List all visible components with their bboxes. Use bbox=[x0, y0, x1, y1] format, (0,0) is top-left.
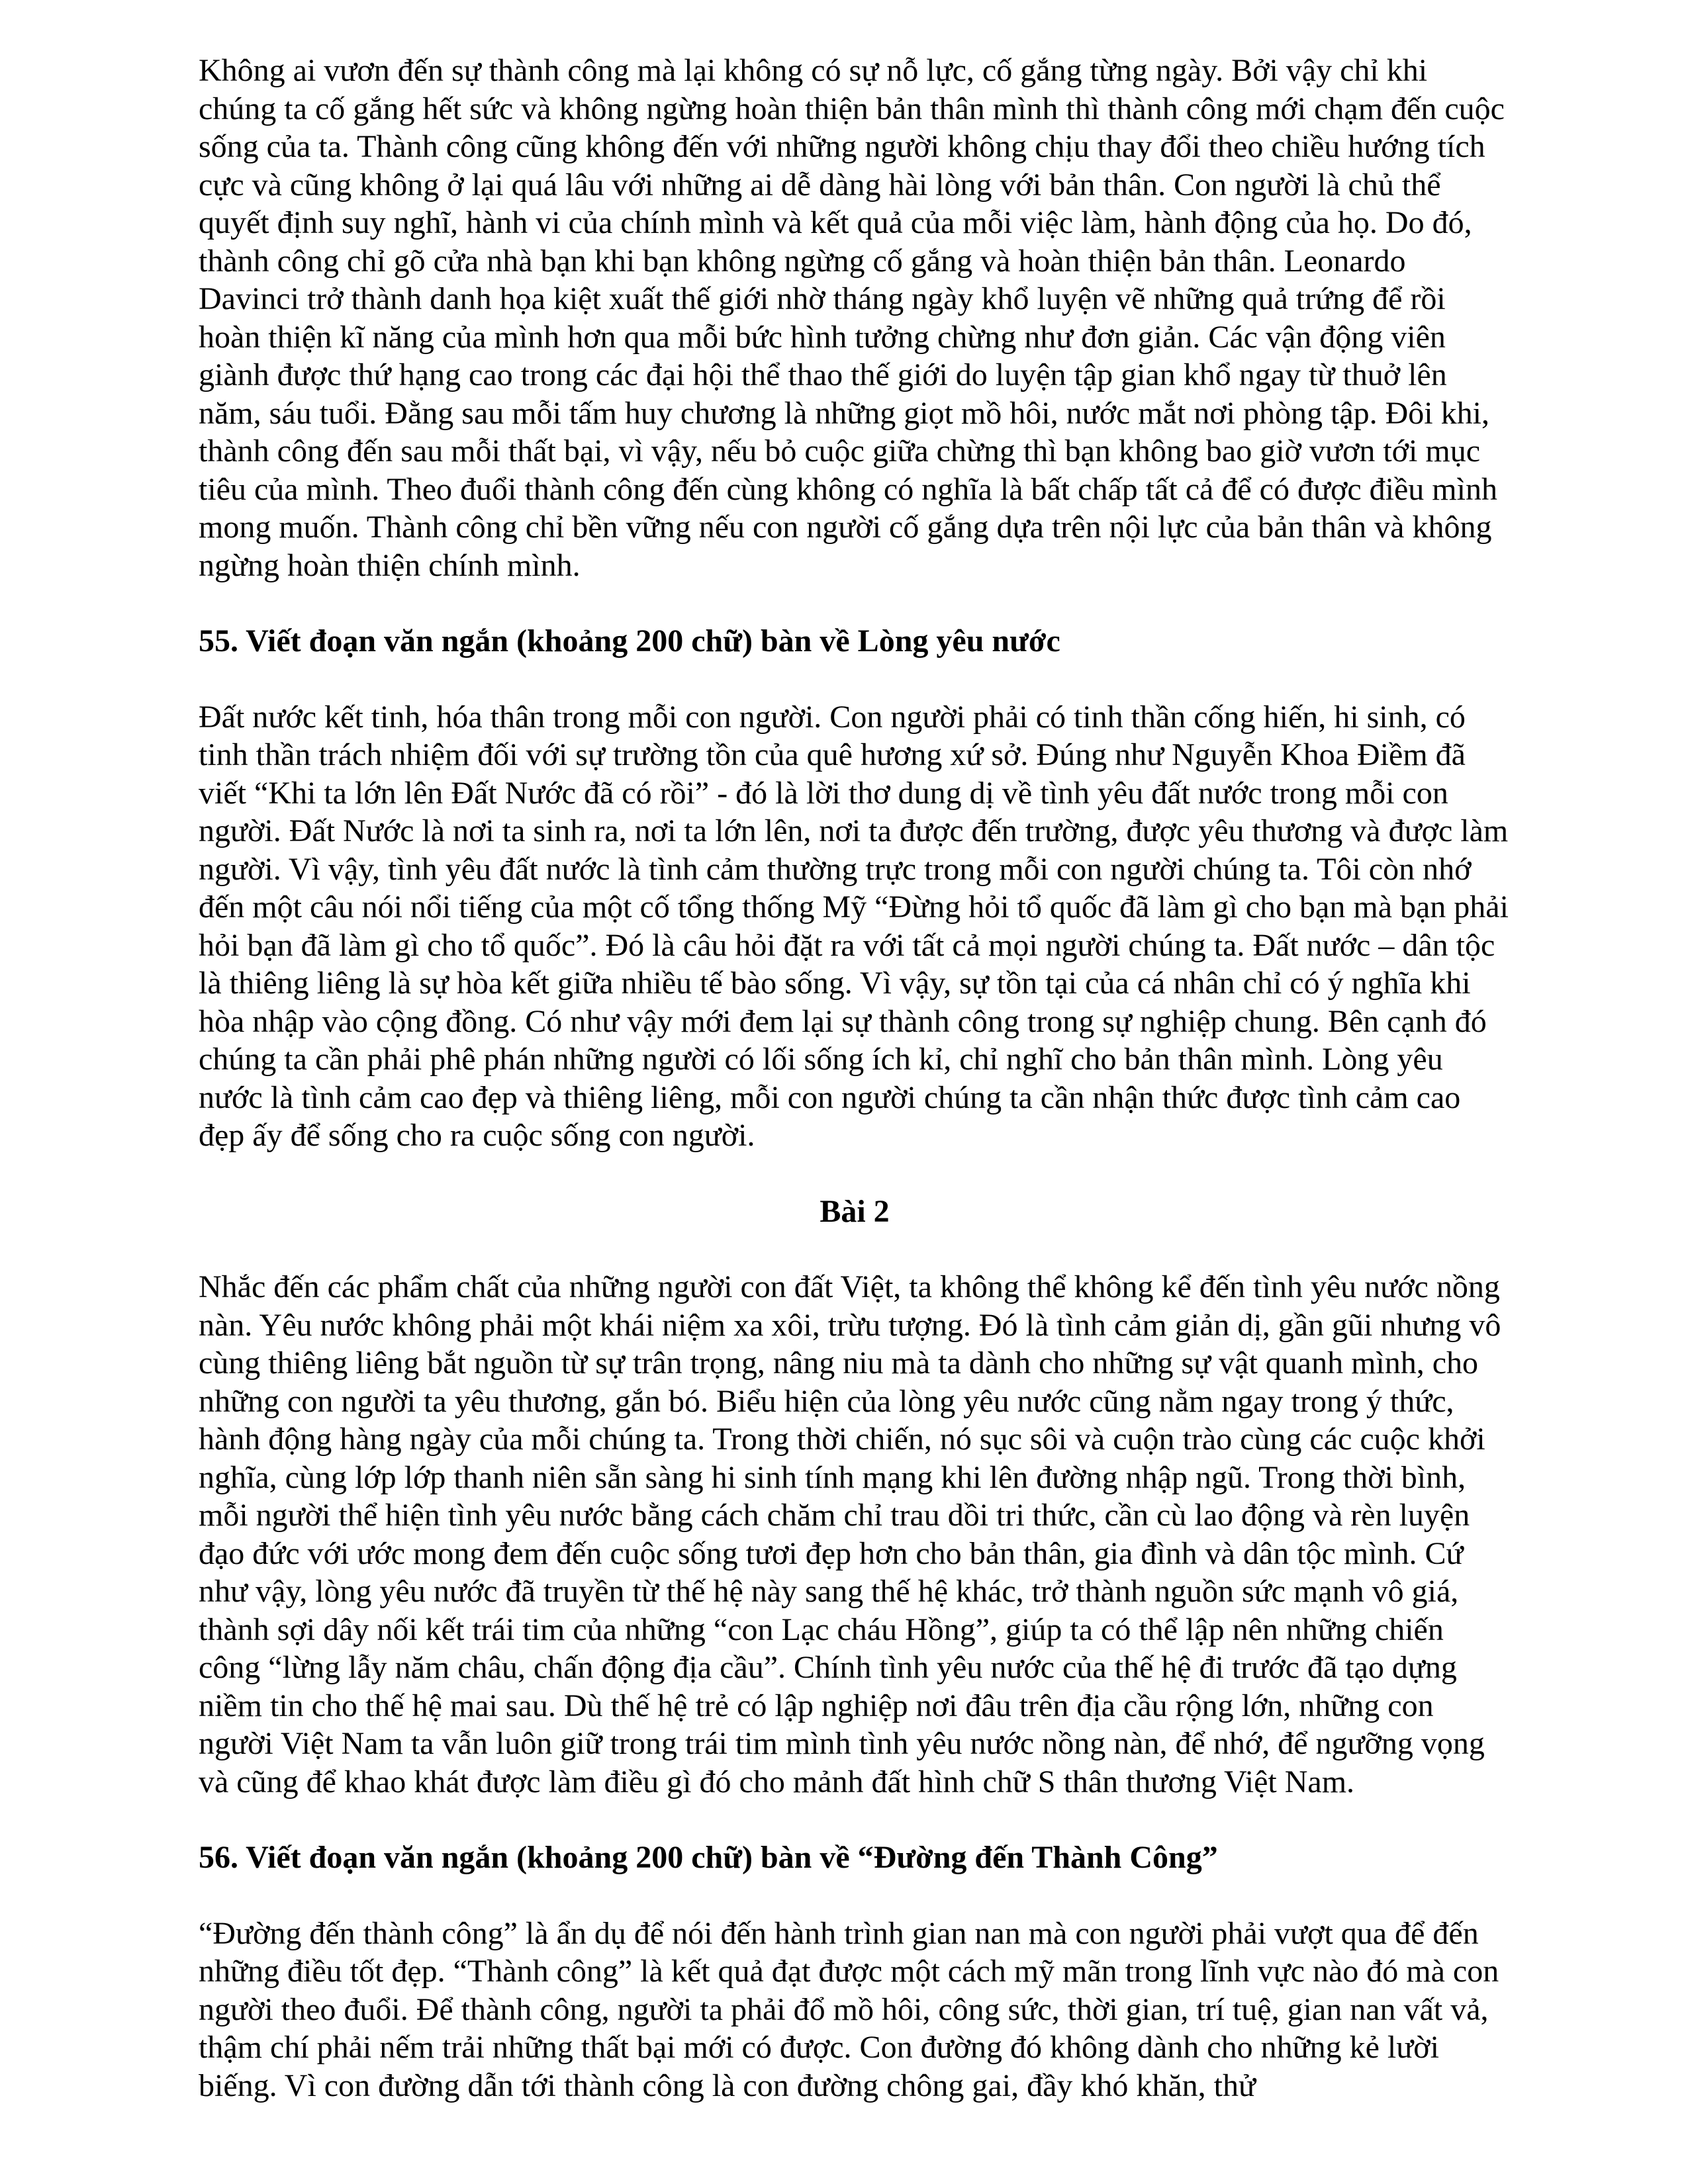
body-paragraph-bai-2: Nhắc đến các phẩm chất của những người con đất Việt, ta không thể không kể đến tình yêu nước nồng nàn. Yêu nước không phải một khái niệm xa xôi, trừu tượng. Đó là tình cảm giản dị, gần gũi nhưng vô cùng thiêng liêng bắt nguồn từ sự trân trọng, nâng niu mà ta dành cho những sự vật quanh mình, cho những con người ta yêu thương, gắn bó. Biểu hiện của lòng yêu nước cũng nằm ngay trong ý thức, hành động hàng ngày của mỗi chúng ta. Trong thời chiến, nó sục sôi và cuộn trào cùng các cuộc khởi nghĩa, cùng lớp lớp thanh niên sẵn sàng hi sinh tính mạng khi lên đường nhập ngũ. Trong thời bình, mỗi người thể hiện tình yêu nước bằng cách chăm chỉ trau dồi tri thức, cần cù lao động và rèn luyện đạo đức với ước mong đem đến cuộc sống tươi đẹp hơn cho bản thân, gia đình và dân tộc mình. Cứ như vậy, lòng yêu nước đã truyền từ thế hệ này sang thế hệ khác, trở thành nguồn sức mạnh vô giá, thành sợi dây nối kết trái tim của những “con Lạc cháu Hồng”, giúp ta có thể lập nên những chiến công “lừng lẫy năm châu, chấn động địa cầu”. Chính tình yêu nước của thế hệ đi trước đã tạo dựng niềm tin cho thế hệ mai sau. Dù thế hệ trẻ có lập nghiệp nơi đâu trên địa cầu rộng lớn, những con người Việt Nam ta vẫn luôn giữ trong trái tim mình tình yêu nước nồng nàn, để nhớ, để ngưỡng vọng và cũng để khao khát được làm điều gì đó cho mảnh đất hình chữ S thân thương Việt Nam. bbox=[199, 1269, 1501, 1799]
body-paragraph-success: Không ai vươn đến sự thành công mà lại không có sự nỗ lực, cố gắng từng ngày. Bởi vậy chỉ khi chúng ta cố gắng hết sức và không ngừng hoàn thiện bản thân mình thì thành công mới chạm đến cuộc sống của ta. Thành công cũng không đến với những người không chịu thay đổi theo chiều hướng tích cực và cũng không ở lại quá lâu với những ai dễ dàng hài lòng với bản thân. Con người là chủ thể quyết định suy nghĩ, hành vi của chính mình và kết quả của mỗi việc làm, hành động của họ. Do đó, thành công chỉ gõ cửa nhà bạn khi bạn không ngừng cố gắng và hoàn thiện bản thân. Leonardo Davinci trở thành danh họa kiệt xuất thế giới nhờ tháng ngày khổ luyện vẽ những quả trứng để rồi hoàn thiện kĩ năng của mình hơn qua mỗi bức hình tưởng chừng như đơn giản. Các vận động viên giành được thứ hạng cao trong các đại hội thể thao thế giới do luyện tập gian khổ ngay từ thuở lên năm, sáu tuổi. Đằng sau mỗi tấm huy chương là những giọt mồ hôi, nước mắt nơi phòng tập. Đôi khi, thành công đến sau mỗi thất bại, vì vậy, nếu bỏ cuộc giữa chừng thì bạn không bao giờ vươn tới mục tiêu của mình. Theo đuổi thành công đến cùng không có nghĩa là bất chấp tất cả để có được điều mình mong muốn. Thành công chỉ bền vững nếu con người cố gắng dựa trên nội lực của bản thân và không ngừng hoàn thiện chính mình. bbox=[199, 53, 1505, 583]
document-page bbox=[199, 52, 1511, 2105]
section-heading-55: 55. Viết đoạn văn ngắn (khoảng 200 chữ) bàn về Lòng yêu nước bbox=[199, 623, 1060, 659]
subsection-title-bai-2: Bài 2 bbox=[820, 1193, 890, 1229]
section-heading-56: 56. Viết đoạn văn ngắn (khoảng 200 chữ) bàn về “Đường đến Thành Công” bbox=[199, 1840, 1218, 1875]
body-paragraph-patriotism: Đất nước kết tinh, hóa thân trong mỗi con người. Con người phải có tinh thần cống hiến, hi sinh, có tinh thần trách nhiệm đối với sự trường tồn của quê hương xứ sở. Đúng như Nguyễn Khoa Điềm đã viết “Khi ta lớn lên Đất Nước đã có rồi” - đó là lời thơ dung dị về tình yêu đất nước trong mỗi con người. Đất Nước là nơi ta sinh ra, nơi ta lớn lên, nơi ta được đến trường, được yêu thương và được làm người. Vì vậy, tình yêu đất nước là tình cảm thường trực trong mỗi con người chúng ta. Tôi còn nhớ đến một câu nói nổi tiếng của một cố tổng thống Mỹ “Đừng hỏi tổ quốc đã làm gì cho bạn mà bạn phải hỏi bạn đã làm gì cho tổ quốc”. Đó là câu hỏi đặt ra với tất cả mọi người chúng ta. Đất nước – dân tộc là thiêng liêng là sự hòa kết giữa nhiều tế bào sống. Vì vậy, sự tồn tại của cá nhân chỉ có ý nghĩa khi hòa nhập vào cộng đồng. Có như vậy mới đem lại sự thành công trong sự nghiệp chung. Bên cạnh đó chúng ta cần phải phê phán những người có lối sống ích kỉ, chỉ nghĩ cho bản thân mình. Lòng yêu nước là tình cảm cao đẹp và thiêng liêng, mỗi con người chúng ta cần nhận thức được tình cảm cao đẹp ấy để sống cho ra cuộc sống con người. bbox=[199, 699, 1509, 1153]
body-paragraph-road-to-success: “Đường đến thành công” là ẩn dụ để nói đến hành trình gian nan mà con người phải vượt qua để đến những điều tốt đẹp. “Thành công” là kết quả đạt được một cách mỹ mãn trong lĩnh vực nào đó mà con người theo đuổi. Để thành công, người ta phải đổ mồ hôi, công sức, thời gian, trí tuệ, gian nan vất vả, thậm chí phải nếm trải những thất bại mới có được. Con đường đó không dành cho những kẻ lười biếng. Vì con đường dẫn tới thành công là con đường chông gai, đầy khó khăn, thử bbox=[199, 1915, 1499, 2103]
